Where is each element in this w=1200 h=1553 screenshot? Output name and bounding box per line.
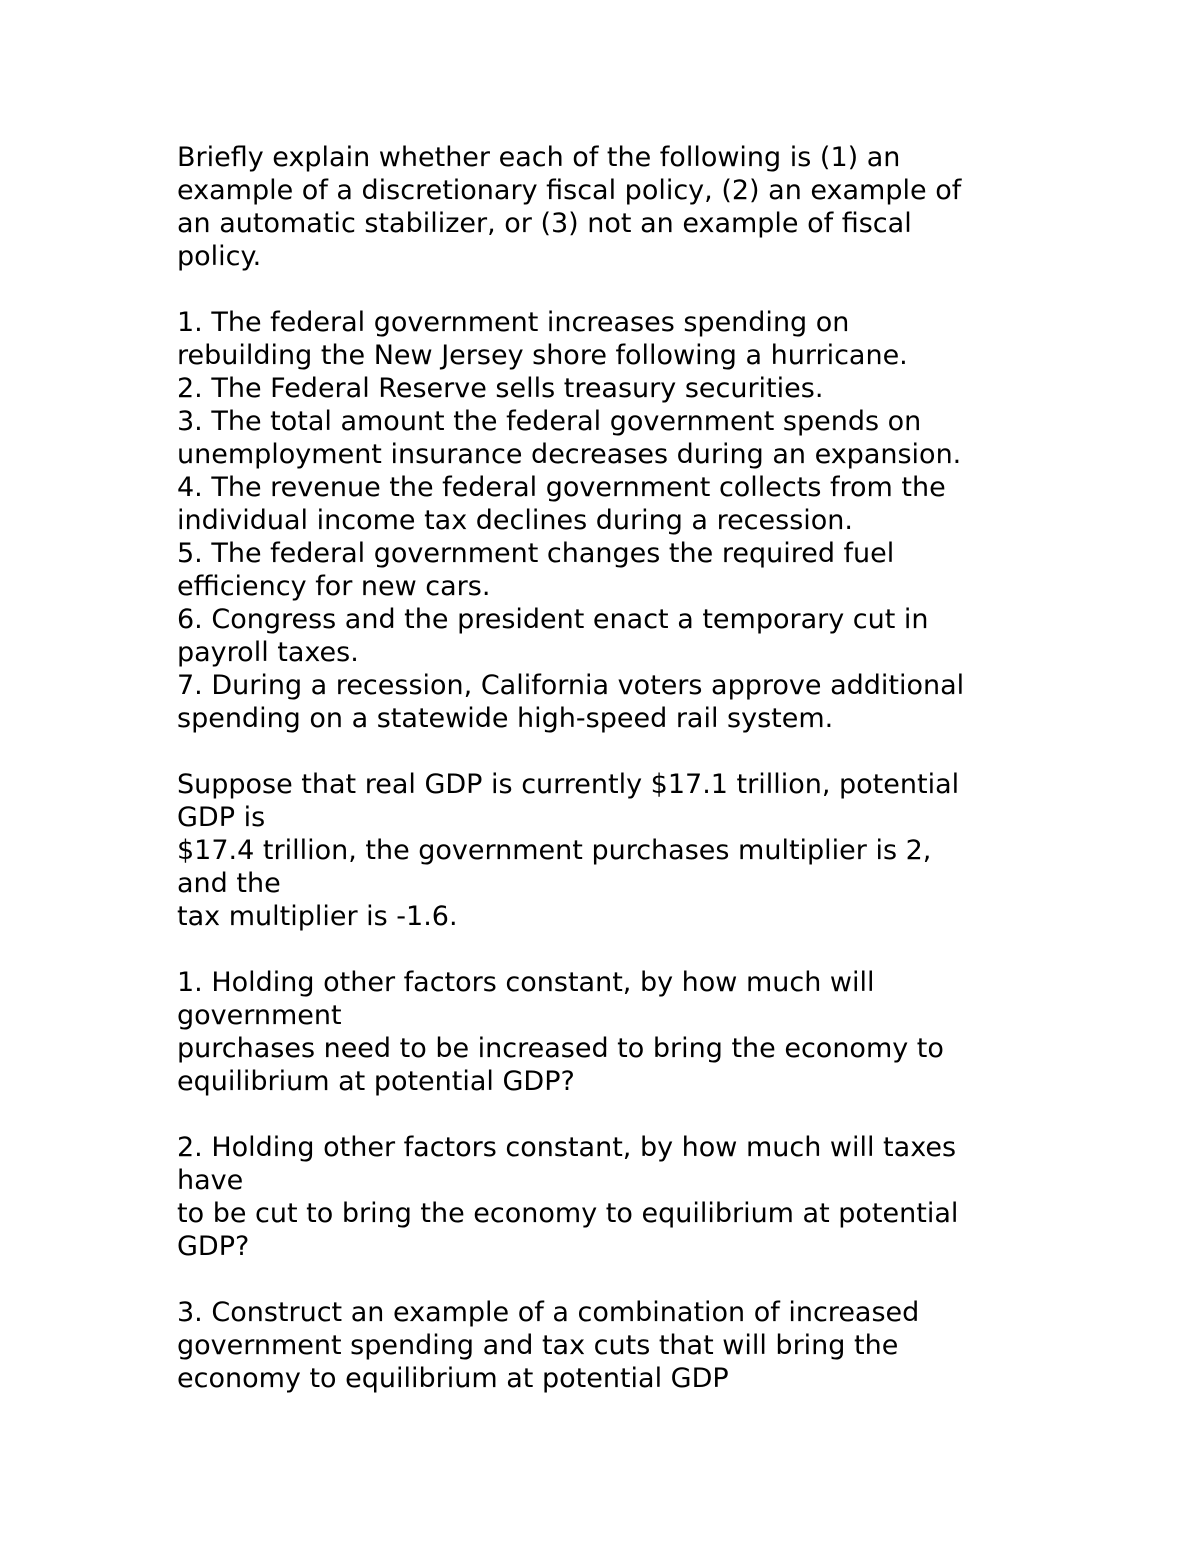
list-item: rebuilding the New Jersey shore following a hurricane. <box>177 340 908 371</box>
list-item: 5. The federal government changes the required fuel <box>177 538 895 569</box>
text-line: 3. Construct an example of a combination of increased <box>177 1297 920 1328</box>
question-3 <box>177 1296 1037 1395</box>
paragraph-gap <box>177 933 1037 966</box>
text-line: Briefly explain whether each of the following is (1) an <box>177 142 901 173</box>
text-line: economy to equilibrium at potential GDP <box>177 1363 729 1394</box>
section1-items <box>177 306 1037 735</box>
paragraph-gap <box>177 1263 1037 1296</box>
question-1 <box>177 966 1037 1098</box>
list-item: 4. The revenue the federal government collects from the <box>177 472 946 503</box>
text-line: government spending and tax cuts that will bring the <box>177 1330 899 1361</box>
list-item: unemployment insurance decreases during an expansion. <box>177 439 962 470</box>
text-line: 2. Holding other factors constant, by how much will taxes <box>177 1132 957 1163</box>
paragraph-gap <box>177 273 1037 306</box>
list-item: 3. The total amount the federal government spends on <box>177 406 922 437</box>
text-line: Suppose that real GDP is currently $17.1 trillion, potential <box>177 769 960 800</box>
section2-intro <box>177 768 1037 933</box>
list-item: payroll taxes. <box>177 637 359 668</box>
paragraph-gap <box>177 735 1037 768</box>
list-item: 7. During a recession, California voters approve additional <box>177 670 965 701</box>
text-line: an automatic stabilizer, or (3) not an example of fiscal <box>177 208 912 239</box>
section1-intro <box>177 141 1037 273</box>
list-item: spending on a statewide high-speed rail system. <box>177 703 834 734</box>
document-body <box>177 141 1037 1395</box>
text-line: have <box>177 1165 244 1196</box>
list-item: efficiency for new cars. <box>177 571 491 602</box>
text-line: policy. <box>177 241 262 272</box>
text-line: $17.4 trillion, the government purchases multiplier is 2, <box>177 835 932 866</box>
text-line: GDP? <box>177 1231 250 1262</box>
text-line: tax multiplier is -1.6. <box>177 901 458 932</box>
text-line: equilibrium at potential GDP? <box>177 1066 575 1097</box>
text-line: and the <box>177 868 281 899</box>
text-line: GDP is <box>177 802 266 833</box>
text-line: purchases need to be increased to bring the economy to <box>177 1033 944 1064</box>
text-line: to be cut to bring the economy to equilibrium at potential <box>177 1198 959 1229</box>
text-line: example of a discretionary fiscal policy, (2) an example of <box>177 175 962 206</box>
text-line: 1. Holding other factors constant, by how much will <box>177 967 875 998</box>
list-item: individual income tax declines during a recession. <box>177 505 853 536</box>
question-2 <box>177 1131 1037 1263</box>
list-item: 2. The Federal Reserve sells treasury securities. <box>177 373 824 404</box>
paragraph-gap <box>177 1098 1037 1131</box>
list-item: 1. The federal government increases spending on <box>177 307 850 338</box>
list-item: 6. Congress and the president enact a temporary cut in <box>177 604 929 635</box>
text-line: government <box>177 1000 342 1031</box>
